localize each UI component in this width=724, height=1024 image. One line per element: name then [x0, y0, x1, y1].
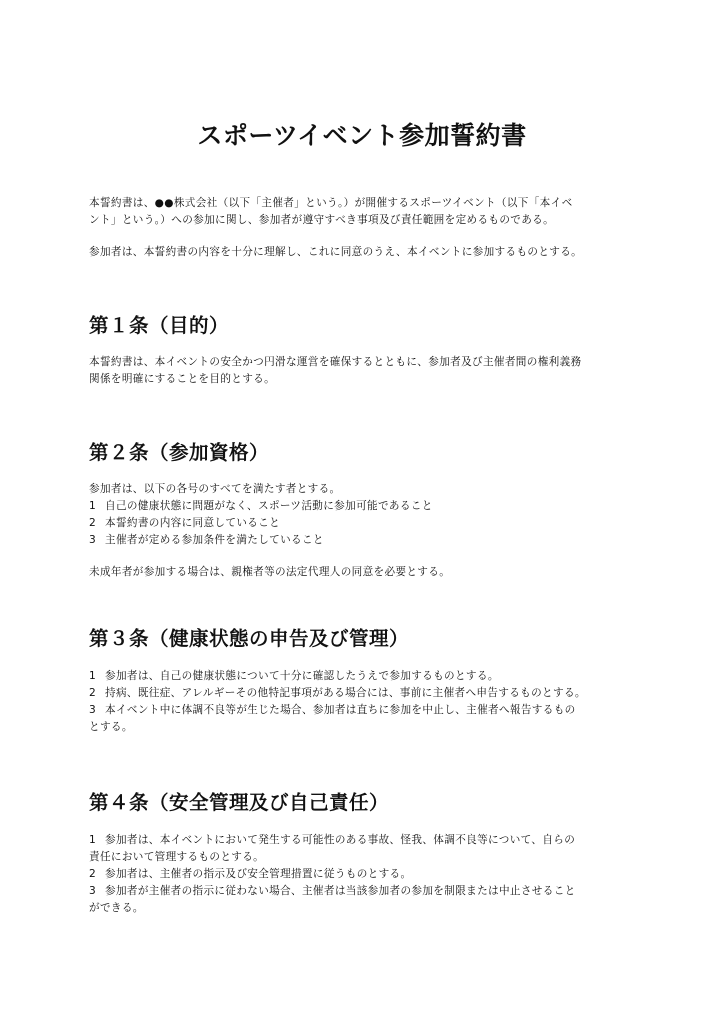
- item-text: 参加者は、主催者の指示及び安全管理措置に従うものとする。: [105, 868, 412, 880]
- item-number: 1: [89, 500, 97, 512]
- document-title: スポーツイベント参加誓約書: [197, 121, 527, 150]
- list-item: [89, 883, 639, 900]
- item-number: 1: [89, 670, 97, 682]
- item-number: 2: [89, 868, 97, 880]
- item-text: 主催者が定める参加条件を満たしていること: [105, 534, 324, 546]
- item-text: 自己の健康状態に問題がなく、スポーツ活動に参加可能であること: [105, 500, 433, 512]
- list-item-continuation: ができる。: [89, 902, 144, 914]
- article-2-body: [89, 481, 639, 549]
- preamble-consent: [89, 244, 639, 261]
- body-line: 参加者は、以下の各号のすべてを満たす者とする。: [89, 483, 341, 495]
- list-item: [89, 685, 639, 702]
- article-1-heading: 第１条（目的）: [89, 314, 230, 337]
- item-text: 本イベント中に体調不良等が生じた場合、参加者は直ちに参加を中止し、主催者へ報告するもの: [105, 704, 576, 716]
- item-text: 参加者が主催者の指示に従わない場合、主催者は当該参加者の参加を制限または中止させること: [105, 885, 576, 897]
- item-number: 3: [89, 704, 97, 716]
- list-item: [89, 498, 639, 515]
- list-item: [89, 668, 639, 685]
- item-number: 3: [89, 534, 97, 546]
- article-1-body: [89, 354, 639, 388]
- list-item-continuation: とする。: [89, 721, 133, 733]
- item-text: 参加者は、自己の健康状態について十分に確認したうえで参加するものとする。: [105, 670, 499, 682]
- article-2-note: [89, 564, 639, 581]
- article-4-body: [89, 832, 639, 917]
- list-item: [89, 532, 639, 549]
- list-item: [89, 515, 639, 532]
- body-line: 関係を明確にすることを目的とする。: [89, 373, 276, 385]
- item-number: 2: [89, 517, 97, 529]
- list-item-continuation: 責任において管理するものとする。: [89, 851, 265, 863]
- preamble: [89, 195, 639, 229]
- consent-paragraph: 参加者は、本誓約書の内容を十分に理解し、これに同意のうえ、本イベントに参加するものとする。: [89, 246, 583, 258]
- list-item: [89, 866, 639, 883]
- list-item: [89, 832, 639, 849]
- article-4-heading: 第４条（安全管理及び自己責任）: [89, 791, 390, 814]
- article-3-heading: 第３条（健康状態の申告及び管理）: [89, 627, 410, 650]
- item-number: 2: [89, 687, 97, 699]
- item-number: 3: [89, 885, 97, 897]
- item-text: 持病、既往症、アレルギーその他特記事項がある場合には、事前に主催者へ申告するものとする。: [105, 687, 586, 699]
- body-line: 本誓約書は、本イベントの安全かつ円滑な運営を確保するとともに、参加者及び主催者間の権利義務: [89, 356, 582, 368]
- preamble-line: ント」という。）への参加に関し、参加者が遵守すべき事項及び責任範囲を定めるものである。: [89, 214, 555, 226]
- item-text: 本誓約書の内容に同意していること: [105, 517, 281, 529]
- list-item: [89, 702, 639, 719]
- item-text: 参加者は、本イベントにおいて発生する可能性のある事故、怪我、体調不良等について、自らの: [105, 834, 576, 846]
- item-number: 1: [89, 834, 97, 846]
- preamble-line: 本誓約書は、●●株式会社（以下「主催者」という。）が開催するスポーツイベント（以下「本イベ: [89, 197, 573, 209]
- note-line: 未成年者が参加する場合は、親権者等の法定代理人の同意を必要とする。: [89, 566, 451, 578]
- article-2-heading: 第２条（参加資格）: [89, 441, 270, 464]
- article-3-body: [89, 668, 639, 736]
